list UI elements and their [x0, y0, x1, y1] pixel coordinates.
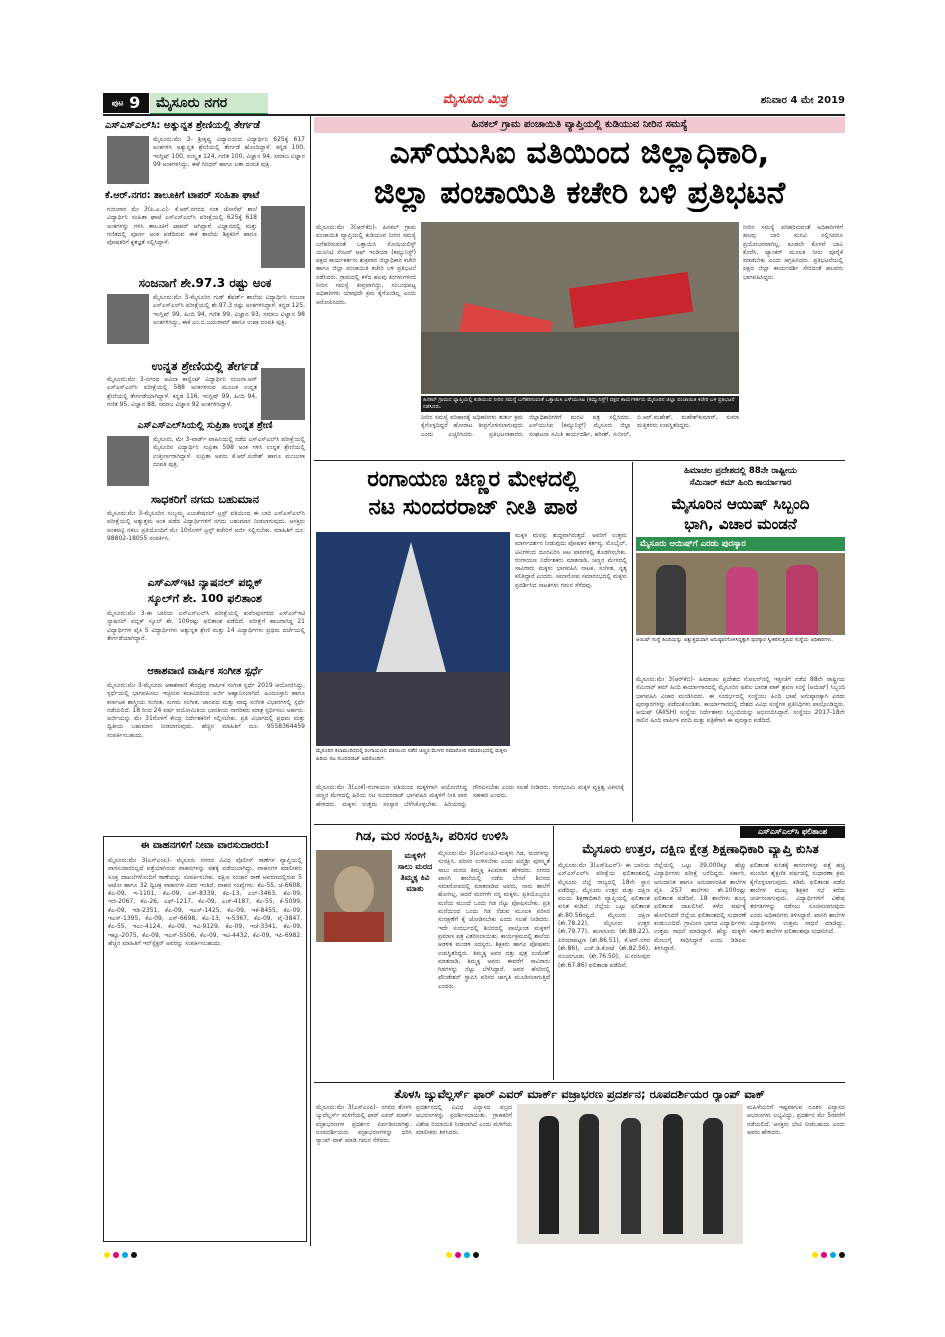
student-photo-2: [261, 206, 305, 268]
headline-sanjana: ಸಂಜನಾಗೆ ಶೇ.97.3 ರಷ್ಟು ಅಂಕ: [138, 276, 272, 290]
fashion-col-2: ಪ್ರದರ್ಶನದಲ್ಲಿ ವಿವಿಧ ವಿನ್ಯಾಸದ ವಜ್ರದ ಆಭರಣಗಳನ್ನು ಪ್ರದರ್ಶಿಸಲಾಯಿತು. ಗ್ರಾಹಕರಿಗೆ ವಿಶೇಷ ರಿಯಾಯಿತಿ ನೀಡಲಾಗಿದೆ ಎಂದು ಮಳಿಗೆಯ ಮಾಲೀಕರು ತಿಳಿಸಿದರು.: [416, 1104, 512, 1136]
rangayana-col-1: ಮೈಸೂರು:ಮೇ 3(ಎಂಕೆ)-ರಂಗಾಯಣ ವತಿಯಿಂದ ಮಕ್ಕಳಿಗಾಗಿ ಆಯೋಜಿಸಿದ್ದ ಚಿಣ್ಣರ ಮೇಳದಲ್ಲಿ ಹಿರಿಯ ನಟ ಸುಂದರರಾಜ್ ಭಾಗವಹಿಸಿ ಮಕ್ಕಳಿಗೆ ನೀತಿ ಪಾಠ ಹೇಳಿದರು. ಮಕ್ಕಳು ಉತ್ತಮ ಸಂಸ್ಕಾರ ಬೆಳೆಸಿಕೊಳ್ಳಬೇಕು. ಹಿರಿಯರನ್ನು ಗೌರವಿಸಬೇಕು ಎಂದು ಸಲಹೆ ನೀಡಿದರು. ರಂಗಭೂಮಿ ಮಕ್ಕಳ ವ್ಯಕ್ತಿತ್ವ ವಿಕಸನಕ್ಕೆ ಸಹಕಾರಿ ಎಂದರು.: [316, 784, 624, 808]
registration-dots-center: [446, 1252, 479, 1258]
fashion-col-3: ಮಹಿಳೆಯರಿಗೆ ಇಷ್ಟವಾಗುವ ನೂತನ ವಿನ್ಯಾಸದ ಆಭರಣಗಳು ಲಭ್ಯವಿದ್ದು, ಪ್ರದರ್ಶನ ಮೇ 5ರವರೆಗೆ ನಡೆಯಲಿದೆ. ಆಸಕ್ತರು ಭೇಟಿ ನೀಡಬಹುದು ಎಂದು ಅವರು ಹೇಳಿದರು.: [747, 1104, 845, 1136]
hindi-kicker-2: ಸೆಮಿನಾರ್ ಕಮ್ ಹಿಂದಿ ಕಾರ್ಯಾಗಾರ: [689, 478, 792, 488]
rangayana-headline-1: ರಂಗಾಯಣ ಚಿಣ್ಣರ ಮೇಳದಲ್ಲಿ: [367, 467, 579, 492]
rangayana-col-2: ಮಕ್ಕಳ ಮನಸ್ಸು ಶುದ್ಧವಾಗಿರುತ್ತದೆ. ಅವರಿಗೆ ಉತ್ತಮ ಮಾರ್ಗದರ್ಶನ ನೀಡುವುದು ಪೋಷಕರ ಕರ್ತವ್ಯ. ಮೊಬೈಲ್, ಟಿವಿಗಳಿಂದ ದೂರವಿರಿಸಿ ಆಟ ಪಾಠಗಳಲ್ಲಿ ತೊಡಗಿಸಬೇಕು. ರಂಗಾಯಣ ನಿರ್ದೇಶಕರು ಮಾತನಾಡಿ, ಚಿಣ್ಣರ ಮೇಳದಲ್ಲಿ ಸಾವಿರಾರು ಮಕ್ಕಳು ಭಾಗವಹಿಸಿ ನಾಟಕ, ಸಂಗೀತ, ನೃತ್ಯ ಕಲಿತಿದ್ದಾರೆ ಎಂದರು. ಸಮಾರೋಪ ಸಮಾರಂಭದಲ್ಲಿ ಮಕ್ಕಳು ಪ್ರದರ್ಶಿಸಿದ ನಾಟಕಗಳು ಗಮನ ಸೆಳೆದವು.: [515, 532, 627, 589]
fashion-headline: ತೊಳಸಿ ಜ್ಯುವೆಲ್ಲರ್ಸ್ ಫಾರ್ ಎವರ್ ಮಾರ್ಕ್ ವಜ್ರಾಭರಣ ಪ್ರದರ್ಶನ; ರೂಪದರ್ಶಿಯರ ರ್‍ಯಾಂಪ್ ವಾಕ್: [394, 1087, 765, 1101]
headline-sset-school-1: ಎಸ್‌ಎಸ್‌ಇಟಿ ನ್ಯಾಷನಲ್ ಪಬ್ಲಿಕ್: [147, 576, 263, 589]
top-story-protest-photo: [421, 222, 739, 394]
story-text-3: ಮೈಸೂರು:ಮೇ 3-ಮೈಸೂರಿನ ಗುಡ್ ಶೆಫರ್ಡ್ ಶಾಲೆಯ ವಿದ್ಯಾರ್ಥಿನಿ ಸಂಜನಾ ಎಸ್‌ಎಸ್‌ಎಲ್‌ಸಿ ಪರೀಕ್ಷೆಯಲ್ಲಿ ಶೇ.97.3 ರಷ್ಟು ಅಂಕಗಳಿಸಿದ್ದಾಳೆ. ಕನ್ನಡ 125, ಇಂಗ್ಲಿಷ್ 99, ಹಿಂದಿ 94, ಗಣಿತ 99, ವಿಜ್ಞಾನ 93, ಸಮಾಜ ವಿಜ್ಞಾನ 98 ಅಂಕಗಳಿಸಿದ್ದು, ಈಕೆ ಎಂ.ಬಿ.ಜಯರಾಮ್ ಹಾಗೂ ಉಷಾ ದಂಪತಿ ಪುತ್ರಿ.: [153, 294, 305, 326]
results-col-3: ಫಲಿತಾಂಶ ಕುಸಿತಕ್ಕೆ ಕಾರಣಗಳನ್ನು ಪತ್ತೆ ಹಚ್ಚಿ ಮುಂದಿನ ಶೈಕ್ಷಣಿಕ ವರ್ಷದಲ್ಲಿ ಸುಧಾರಣಾ ಕ್ರಮ ಕೈಗೊಳ್ಳಲಾಗುವುದು. ಕಡಿಮೆ ಫಲಿತಾಂಶ ಪಡೆದ ಶಾಲೆಗಳ ಮುಖ್ಯ ಶಿಕ್ಷಕರ ಸಭೆ ಕರೆದು ಚರ್ಚಿಸಲಾಗುವುದು. ವಿದ್ಯಾರ್ಥಿಗಳಿಗೆ ವಿಶೇಷ ತರಗತಿಗಳನ್ನು ನಡೆಸಲು ಸೂಚಿಸಲಾಗುವುದು ಎಂದು ಅಧಿಕಾರಿಗಳು ತಿಳಿಸಿದ್ದಾರೆ. ಖಾಸಗಿ ಶಾಲೆಗಳ ವಿದ್ಯಾರ್ಥಿಗಳು ಉತ್ತಮ ಸಾಧನೆ ಮಾಡಿದ್ದು, ಸರ್ಕಾರಿ ಶಾಲೆಗಳ ಫಲಿತಾಂಶವೂ ಸುಧಾರಿಸಿದೆ.: [750, 862, 845, 936]
page-number: 9: [129, 93, 141, 112]
column-rule-mid: [632, 462, 633, 822]
section-title-band: [150, 93, 268, 115]
section-title: ಮೈಸೂರು ನಗರ: [156, 95, 228, 111]
results-col-1: ಮೈಸೂರು:ಮೇ 3(ಎಸ್‌ಪಿಎನ್)- ಈ ಬಾರಿಯ ಎಸ್‌ಎಸ್‌ಎಲ್‌ಸಿ ಪರೀಕ್ಷೆಯ ಫಲಿತಾಂಶದಲ್ಲಿ ಮೈಸೂರು ಜಿಲ್ಲೆ ರಾಜ್ಯದಲ್ಲಿ 18ನೇ ಸ್ಥಾನ ಪಡೆದಿದ್ದು, ಮೈಸೂರು ಉತ್ತರ ಮತ್ತು ದಕ್ಷಿಣ ವಲಯ ಶಿಕ್ಷಣಾಧಿಕಾರಿ ವ್ಯಾಪ್ತಿಯಲ್ಲಿ ಫಲಿತಾಂಶ ಕುಸಿತ ಕಂಡಿದೆ. ಜಿಲ್ಲೆಯ ಒಟ್ಟು ಫಲಿತಾಂಶ ಶೇ.80.56ರಷ್ಟಿದೆ. ಮೈಸೂರು ದಕ್ಷಿಣ (ಶೇ.78.22), ಮೈಸೂರು ಉತ್ತರ (ಶೇ.79.77), ಹುಣಸೂರು (ಶೇ.88.22), ಪಿರಿಯಾಪಟ್ಟಣ (ಶೇ.86.51), ಕೆ.ಆರ್.ನಗರ (ಶೇ.86), ಎಚ್.ಡಿ.ಕೋಟೆ (ಶೇ.82.56), ನಂಜನಗೂಡು (ಶೇ.76.50), ಟಿ.ನರಸೀಪುರ (ಶೇ.67.86) ಫಲಿತಾಂಶ ಪಡೆದಿವೆ.: [558, 862, 650, 969]
aiish-photo-caption: ಆಯಿಷ್ ಸಂಸ್ಥೆ ಹಿಂದಿಯನ್ನು ಅತ್ಯುತ್ತಮವಾಗಿ ಅನುಷ್ಠಾನಗೊಳಿಸಿದ್ದಕ್ಕಾಗಿ ಪುರಸ್ಕಾರ ಸ್ವೀಕರಿಸುತ್ತಿರುವ ಸಂಸ್ಥೆಯ ಅಧಿಕಾರಿಗಳು.: [636, 637, 834, 643]
masthead: ಮೈಸೂರು ಮಿತ್ರ: [442, 92, 508, 107]
top-story-headline-2: ಜಿಲ್ಲಾ ಪಂಚಾಯಿತಿ ಕಚೇರಿ ಬಳಿ ಪ್ರತಿಭಟನೆ: [373, 175, 786, 211]
headline-krnagar-topper: ಕೆ.ಆರ್.ನಗರ: ತಾಲೂಕಿಗೆ ಟಾಪರ್ ಸಂಹಿತಾ ಘಾಟೆ: [105, 190, 260, 201]
rule-mid-3: [314, 1082, 845, 1083]
rangayana-headline-2: ನಟ ಸುಂದರರಾಜ್ ನೀತಿ ಪಾಠ: [368, 495, 578, 520]
story-text-6: ಮೈಸೂರು:ಮೇ 3-ಮೈಸೂರಿನ ಸುಬ್ಬಮ್ಮ ಎಜುಕೇಷನಲ್ ಟ್ರಸ್ಟ್ ವತಿಯಿಂದ ಈ ಬಾರಿ ಎಸ್‌ಎಸ್‌ಎಲ್‌ಸಿ ಪರೀಕ್ಷೆಯಲ್ಲಿ ಅತ್ಯುತ್ತಮ ಅಂಕ ಪಡೆದ ವಿದ್ಯಾರ್ಥಿಗಳಿಗೆ ನಗದು ಬಹುಮಾನ ನೀಡಲಾಗುವುದು. ಆಸಕ್ತರು ಅಂಕಪಟ್ಟಿ ನಕಲು ಪ್ರತಿಯೊಂದಿಗೆ ಮೇ 10ರೊಳಗೆ ಟ್ರಸ್ಟ್ ಕಚೇರಿಗೆ ಅರ್ಜಿ ಸಲ್ಲಿಸಬೇಕು. ಮಾಹಿತಿಗೆ ದೂ: 98802-18055 ಸಂಪರ್ಕಿಸಿ.: [107, 510, 305, 542]
fashion-col-1: ಮೈಸೂರು:ಮೇ 3(ಎಸ್‌ಎಂಪಿ)- ನಗರದ ತೊಳಸಿ ಜ್ಯುವೆಲ್ಲರ್ಸ್ ಮಳಿಗೆಯಲ್ಲಿ ಫಾರ್ ಎವರ್ ಮಾರ್ಕ್ ವಜ್ರಾಭರಣಗಳ ಪ್ರದರ್ಶನ ಏರ್ಪಡಿಸಲಾಗಿತ್ತು. ರೂಪದರ್ಶಿಯರು ವಜ್ರಾಭರಣಗಳನ್ನು ಧರಿಸಿ ರ್‍ಯಾಂಪ್ ವಾಕ್ ಮಾಡಿ ಗಮನ ಸೆಳೆದರು.: [316, 1104, 412, 1145]
hindi-body: ಮೈಸೂರು:ಮೇ 3(ಆರ್‌ಕೆಬಿ)- ಹಿಮಾಚಲ ಪ್ರದೇಶದ ಸೋಲನ್‌ನಲ್ಲಿ ಇತ್ತೀಚೆಗೆ ನಡೆದ 88ನೇ ರಾಷ್ಟ್ರೀಯ ಸೆಮಿನಾರ್ ಕಮ್ ಹಿಂದಿ ಕಾರ್ಯಾಗಾರದಲ್ಲಿ ಮೈಸೂರಿನ ಅಖಿಲ ಭಾರತ ವಾಕ್ ಶ್ರವಣ ಸಂಸ್ಥೆ (ಆಯಿಷ್) ಸಿಬ್ಬಂದಿ ಭಾಗವಹಿಸಿ ವಿಚಾರ ಮಂಡಿಸಿದರು. ಈ ಸಂದರ್ಭದಲ್ಲಿ ಸಂಸ್ಥೆಯು ಹಿಂದಿ ಭಾಷೆ ಅನುಷ್ಠಾನಕ್ಕಾಗಿ ಎರಡು ಪುರಸ್ಕಾರಗಳನ್ನು ಪಡೆದುಕೊಂಡಿತು. ಕಾರ್ಯಾಗಾರದಲ್ಲಿ ದೇಶದ ವಿವಿಧ ಸಂಸ್ಥೆಗಳ ಪ್ರತಿನಿಧಿಗಳು ಪಾಲ್ಗೊಂಡಿದ್ದರು. ಆಯಿಷ್ (AIISH) ಸಂಸ್ಥೆಯ ನಿರ್ದೇಶಕರು ಸಿಬ್ಬಂದಿಯನ್ನು ಅಭಿನಂದಿಸಿದ್ದಾರೆ. ಸಂಸ್ಥೆಯು 2017-18ನೇ ಸಾಲಿನ ಹಿಂದಿ ವಾರ್ಷಿಕ ವರದಿ ಮತ್ತು ಪತ್ರಿಕೆಗಾಗಿ ಈ ಪುರಸ್ಕಾರ ಪಡೆದಿದೆ.: [636, 676, 845, 725]
headline-sslc-topper: ಎಸ್‌ಎಸ್‌ಎಲ್‌ಸಿ: ಅತ್ಯುನ್ನತ ಶ್ರೇಣಿಯಲ್ಲಿ ತೇರ್ಗಡೆ: [105, 120, 260, 131]
rangayana-photo: [316, 532, 510, 746]
story-text-1: ಮೈಸೂರು:ಮೇ 3- ಶ್ರೀಕೃಷ್ಣ ವಿದ್ಯಾಲಯದ ವಿದ್ಯಾರ್ಥಿನಿ 625ಕ್ಕೆ 617 ಅಂಕಗಳಿಸಿ ಅತ್ಯುನ್ನತ ಶ್ರೇಣಿಯಲ್ಲಿ ತೇರ್ಗಡೆ ಹೊಂದಿದ್ದಾಳೆ. ಕನ್ನಡ 100, ಇಂಗ್ಲಿಷ್ 100, ಸಂಸ್ಕೃತ 124, ಗಣಿತ 100, ವಿಜ್ಞಾನ 94, ಸಮಾಜ ವಿಜ್ಞಾನ 99 ಅಂಕಗಳಿಸಿದ್ದು, ಈಕೆ ಗಿರಿಧರ್ ಹಾಗೂ ಲತಾ ದಂಪತಿ ಪುತ್ರಿ.: [153, 136, 305, 168]
story-text-2: ಗುರುವಾರ ಮೇ 3(ಪಿ.ಎ.ಎ)- ಕೆ.ಆರ್.ನಗರದ ಸಂತ ಜೋಸೆಫ್ ಶಾಲೆ ವಿದ್ಯಾರ್ಥಿನಿ ಸಂಹಿತಾ ಘಾಟೆ ಎಸ್‌ಎಸ್‌ಎಲ್‌ಸಿ ಪರೀಕ್ಷೆಯಲ್ಲಿ 625ಕ್ಕೆ 618 ಅಂಕಗಳನ್ನು ಗಳಿಸಿ ತಾಲೂಕಿಗೆ ಟಾಪರ್ ಆಗಿದ್ದಾಳೆ. ವಿಜ್ಞಾನದಲ್ಲಿ ಮತ್ತು ಗಣಿತದಲ್ಲಿ ಪೂರ್ಣ ಅಂಕ ಪಡೆದಿರುವ ಈಕೆ ಶಾಲೆಯ ಶಿಕ್ಷಕರಿಗೆ ಹಾಗೂ ಪೋಷಕರಿಗೆ ಕೃತಜ್ಞತೆ ಸಲ್ಲಿಸಿದ್ದಾಳೆ.: [107, 206, 257, 247]
registration-dots-left: [104, 1252, 137, 1258]
column-rule-lower: [553, 826, 554, 1080]
student-photo-4: [261, 368, 305, 420]
student-photo-5: [107, 436, 149, 486]
registration-dots-right: [812, 1252, 845, 1258]
top-story-headline-1: ಎಸ್‌ಯುಸಿಐ ವತಿಯಿಂದ ಜಿಲ್ಲಾಧಿಕಾರಿ,: [389, 135, 770, 171]
rangayana-caption: ಮೈಸೂರಿನ ಕಲಾಮಂದಿರದಲ್ಲಿ ರಂಗಾಯಣದ ವತಿಯಿಂದ ನಡೆದ ಚಿಣ್ಣರ ಮೇಳದ ಸಮಾರೋಪ ಸಮಾರಂಭದಲ್ಲಿ ಮಕ್ಕಳು ಹಿರಿಯ ನಟ ಸುಂದರರಾಜ್ ಅವರೊಂದಿಗೆ.: [316, 748, 508, 762]
trees-headline: ಗಿಡ, ಮರ ಸಂರಕ್ಷಿಸಿ, ಪರಿಸರ ಉಳಿಸಿ: [355, 829, 509, 844]
headline-vehicles: ಈ ವಾಹನಗಳಿಗೆ ನೀವಾ ವಾರಸುದಾರರು!: [140, 840, 270, 851]
story-text-9: ಮೈಸೂರು:ಮೇ 3(ಎಸ್‌ಎಂಪಿ)- ಮೈಸೂರು ನಗರದ ವಿವಿಧ ಪೊಲೀಸ್ ಠಾಣೆಗಳ ವ್ಯಾಪ್ತಿಯಲ್ಲಿ ವಾರಸುದಾರರಿಲ್ಲದೆ ಪತ್ತೆಯಾಗಿರುವ ವಾಹನಗಳನ್ನು ವಶಕ್ಕೆ ಪಡೆಯಲಾಗಿದ್ದು, ವಾಹನಗಳ ಮಾಲೀಕರು ಸೂಕ್ತ ದಾಖಲೆಗಳೊಂದಿಗೆ ಠಾಣೆಯನ್ನು ಸಂಪರ್ಕಿಸಬೇಕು. ದಕ್ಷಿಣ ಸಂಚಾರ ಠಾಣೆ ಆವರಣದಲ್ಲಿರುವ 5 ಆಟೋ ಹಾಗೂ 32 ದ್ವಿಚಕ್ರ ವಾಹನಗಳ ವಿವರ ಇಂತಿದೆ. ವಾಹನ ಸಂಖ್ಯೆಗಳು: ಕೆಎ-55, ಜೆ-6608, ಕೆಎ-09, ಇ-1101, ಕೆಎ-09, ಎಸ್-8339, ಕೆಎ-13, ಎಲ್-3463, ಕೆಎ-09, ಇಜಿ-2067, ಕೆಎ-26, ಎಫ್-1217, ಕೆಎ-09, ಎಚ್-4187, ಕೆಎ-55, ಕೆ-5099, ಕೆಎ-09, ಇಡಿ-2351, ಕೆಎ-09, ಇಎಸ್-1425, ಕೆಎ-09, ಇಕೆ-8455, ಕೆಎ-09, ಇಎಸ್-1395, ಕೆಎ-09, ಎಸ್-6698, ಕೆಎ-13, ಇ-5367, ಕೆಎ-09, ವೈ-3847, ಕೆಎ-55, ಇಎಂ-4124, ಕೆಎ-09, ಇವಿ-9129, ಕೆಎ-09, ಇಜೆ-3341, ಕೆಎ-09, ಇಕ್ಯೂ-2075, ಕೆಎ-09, ಇಎಸ್-5506, ಕೆಎ-09, ಇಟಿ-4432, ಕೆಎ-09, ಇಪಿ-6982. ಹೆಚ್ಚಿನ ಮಾಹಿತಿಗೆ ಇನ್‌ಸ್ಪೆಕ್ಟರ್ ಅವರನ್ನು ಸಂಪರ್ಕಿಸಬಹುದು.: [108, 857, 302, 947]
top-story-col-3: ನೀರಿನ ಸಮಸ್ಯೆ ಪರಿಹಾರಕ್ಕೆ ಅಧಿಕಾರಿಗಳು ತುರ್ತು ಕ್ರಮ ಕೈಗೊಳ್ಳದಿದ್ದರೆ ಹೋರಾಟ ತೀವ್ರಗೊಳಿಸಲಾಗುವುದು ಎಂದು ಎಚ್ಚರಿಸಿದರು. ಪ್ರತಿಭಟನಾಕಾರರು ಜಿಲ್ಲಾಧಿಕಾರಿಗಳಿಗೆ ಮನವಿ ಪತ್ರ ಸಲ್ಲಿಸಿದರು. ಎಸ್‌ಯುಸಿಐ (ಕಮ್ಯುನಿಸ್ಟ್) ಮೈಸೂರು ಜಿಲ್ಲಾ ಸಂಘಟನಾ ಸಮಿತಿ ಕಾರ್ಯದರ್ಶಿ, ಹರೀಶ್, ಸುನೀಲ್, ಬಿ.ಆರ್.ಮಹೇಶ್, ಮಹೇಶ್‌ಕುಮಾರ್, ಸುಮಾ ಮತ್ತಿತರರು ಉಪಸ್ಥಿತರಿದ್ದರು.: [421, 414, 739, 438]
trees-body: ಮೈಸೂರು:ಮೇ 3(ಎಸ್‌ಎಂಪಿ)-ಮಕ್ಕಳು ಗಿಡ, ಮರಗಳನ್ನು ಸಂರಕ್ಷಿಸಿ, ಪರಿಸರ ಉಳಿಸಬೇಕು ಎಂದು ಪದ್ಮಶ್ರೀ ಪುರಸ್ಕೃತೆ ಸಾಲು ಮರದ ತಿಮ್ಮಕ್ಕ ಕಿವಿಮಾತು ಹೇಳಿದರು. ನಗರದ ಖಾಸಗಿ ಶಾಲೆಯಲ್ಲಿ ನಡೆದ ಬೇಸಿಗೆ ಶಿಬಿರದ ಸಮಾರೋಪದಲ್ಲಿ ಮಾತನಾಡಿದ ಅವರು, ನಾನು ಶಾಲೆಗೆ ಹೋಗಿಲ್ಲ, ಆದರೆ ಮರಗಳೇ ನನ್ನ ಮಕ್ಕಳು. ಪ್ರತಿಯೊಬ್ಬರೂ ಮನೆಯ ಮುಂದೆ ಒಂದು ಗಿಡ ನೆಟ್ಟು ಪೋಷಿಸಬೇಕು. ಪ್ರತಿ ಮನೆಯಿಂದ ಒಂದು ಗಿಡ ನೆಡುವ ಮೂಲಕ ಪರಿಸರ ಸಂರಕ್ಷಣೆಗೆ ಕೈ ಜೋಡಿಸಬೇಕು ಎಂದು ಸಲಹೆ ನೀಡಿದರು. ಇದೇ ಸಂದರ್ಭದಲ್ಲಿ ಶಿಬಿರದಲ್ಲಿ ಪಾಲ್ಗೊಂಡ ಮಕ್ಕಳಿಗೆ ಪ್ರಮಾಣ ಪತ್ರ ವಿತರಿಸಲಾಯಿತು. ಕಾರ್ಯಕ್ರಮದಲ್ಲಿ ಶಾಲೆಯ ಆಡಳಿತ ಮಂಡಳಿ ಸದಸ್ಯರು, ಶಿಕ್ಷಕರು ಹಾಗೂ ಪೋಷಕರು ಉಪಸ್ಥಿತರಿದ್ದರು. ತಿಮ್ಮಕ್ಕ ಅವರ ದತ್ತು ಪುತ್ರ ಉಮೇಶ್ ಮಾತನಾಡಿ, ತಿಮ್ಮಕ್ಕ ಅವರು ಈವರೆಗೆ ಸಾವಿರಾರು ಗಿಡಗಳನ್ನು ನೆಟ್ಟು ಬೆಳೆಸಿದ್ದಾರೆ. ಅವರ ಹೆಸರಿನಲ್ಲಿ ಫೌಂಡೇಶನ್ ಸ್ಥಾಪಿಸಿ ಪರಿಸರ ಜಾಗೃತಿ ಮೂಡಿಸಲಾಗುತ್ತಿದೆ ಎಂದರು.: [438, 850, 550, 990]
results-headline: ಮೈಸೂರು ಉತ್ತರ, ದಕ್ಷಿಣ ಕ್ಷೇತ್ರ ಶಿಕ್ಷಣಾಧಿಕಾರಿ ವ್ಯಾಪ್ತಿ ಕುಸಿತ: [582, 841, 819, 856]
left-column: [103, 116, 308, 1246]
student-photo-3: [107, 294, 149, 344]
trees-column-label: ಮಕ್ಕಳಿಗೆ ಸಾಲು ಮರದ ತಿಮ್ಮಕ್ಕ ಕಿವಿ ಮಾತು: [397, 851, 433, 893]
hindi-kicker-1: ಹಿಮಾಚಲ ಪ್ರದೇಶದಲ್ಲಿ 88ನೇ ರಾಷ್ಟ್ರೀಯ: [684, 466, 797, 476]
headline-sset-school-2: ಸ್ಕೂಲ್‌ಗೆ ಶೇ. 100 ಫಲಿತಾಂಶ: [148, 592, 262, 605]
top-story-photo-caption: ಹಿನಕಲ್ ಗ್ರಾಮದ ವ್ಯಾಪ್ತಿಯಲ್ಲಿ ಕುಡಿಯುವ ನೀರಿನ ಸಮಸ್ಯೆ ಬಗೆಹರಿಸುವಂತೆ ಒತ್ತಾಯಿಸಿ ಎಸ್‌ಯುಸಿಐ (ಕಮ್ಯುನಿಸ್ಟ್) ಪಕ್ಷದ ಕಾರ್ಯಕರ್ತರು ಮೈಸೂರಿನ ಜಿಲ್ಲಾ ಪಂಚಾಯಿತಿ ಕಚೇರಿ ಬಳಿ ಪ್ರತಿಭಟನೆ ನಡೆಸಿದರು.: [421, 396, 739, 412]
results-col-2: ಜಿಲ್ಲೆಯಲ್ಲಿ ಒಟ್ಟು 39,000ಕ್ಕೂ ಹೆಚ್ಚು ವಿದ್ಯಾರ್ಥಿಗಳು ಪರೀಕ್ಷೆ ಬರೆದಿದ್ದರು. ಸರ್ಕಾರಿ, ಅನುದಾನಿತ ಹಾಗೂ ಅನುದಾನರಹಿತ ಶಾಲೆಗಳ ಪೈಕಿ 257 ಶಾಲೆಗಳು ಶೇ.100ರಷ್ಟು ಫಲಿತಾಂಶ ಪಡೆದಿವೆ. 18 ಶಾಲೆಗಳು ಶೂನ್ಯ ಫಲಿತಾಂಶ ದಾಖಲಿಸಿವೆ. ಕಳೆದ ವರ್ಷಕ್ಕೆ ಹೋಲಿಸಿದರೆ ಜಿಲ್ಲೆಯ ಫಲಿತಾಂಶದಲ್ಲಿ ಸುಧಾರಣೆ ಕಂಡುಬಂದಿದೆ. ಗ್ರಾಮೀಣ ಭಾಗದ ವಿದ್ಯಾರ್ಥಿಗಳು ಉತ್ತಮ ಸಾಧನೆ ಮಾಡಿದ್ದಾರೆ. ಹೆಣ್ಣು ಮಕ್ಕಳೇ ಮೇಲುಗೈ ಸಾಧಿಸಿದ್ದಾರೆ ಎಂದು ಡಿಡಿಪಿಐ ತಿಳಿಸಿದ್ದಾರೆ.: [654, 862, 746, 952]
top-story-col-1: ಮೈಸೂರು:ಮೇ 3(ಆರ್‌ಕೆಬಿ)- ಹಿನಕಲ್ ಗ್ರಾಮ ಪಂಚಾಯಿತಿ ವ್ಯಾಪ್ತಿಯಲ್ಲಿ ಕುಡಿಯುವ ನೀರಿನ ಸಮಸ್ಯೆ ಬಗೆಹರಿಸುವಂತೆ ಒತ್ತಾಯಿಸಿ ಸೋಷಿಯಲಿಸ್ಟ್ ಯೂನಿಟಿ ಸೆಂಟರ್ ಆಫ್ ಇಂಡಿಯಾ (ಕಮ್ಯುನಿಸ್ಟ್) ಪಕ್ಷದ ಕಾರ್ಯಕರ್ತರು ಶುಕ್ರವಾರ ಜಿಲ್ಲಾಧಿಕಾರಿ ಕಚೇರಿ ಹಾಗೂ ಜಿಲ್ಲಾ ಪಂಚಾಯಿತಿ ಕಚೇರಿ ಬಳಿ ಪ್ರತಿಭಟನೆ ನಡೆಸಿದರು. ಗ್ರಾಮದಲ್ಲಿ ಕಳೆದ ಹಲವು ತಿಂಗಳುಗಳಿಂದ ನೀರಿನ ಸಮಸ್ಯೆ ತೀವ್ರವಾಗಿದ್ದು, ಸಂಬಂಧಪಟ್ಟ ಅಧಿಕಾರಿಗಳು ಯಾವುದೇ ಕ್ರಮ ಕೈಗೊಂಡಿಲ್ಲ ಎಂದು ಆರೋಪಿಸಿದರು.: [316, 224, 416, 306]
column-rule-left: [310, 116, 311, 1246]
rule-mid-2: [314, 824, 845, 825]
results-kicker-band: [740, 826, 845, 838]
aiish-award-photo: [636, 553, 845, 635]
headline-higher-grade: ಉನ್ನತ ಶ್ರೇಣಿಯಲ್ಲಿ ತೇರ್ಗಡೆ: [151, 359, 259, 373]
story-text-5: ಮೈಸೂರು, ಮೇ 3-ವಾರ್ಡ್ ವಾಹಿನಿಯಲ್ಲಿ ನಡೆದ ಎಸ್‌ಎಸ್‌ಎಲ್‌ಸಿ ಪರೀಕ್ಷೆಯಲ್ಲಿ ಮೈಸೂರಿನ ವಿದ್ಯಾರ್ಥಿನಿ ಸುಪ್ರಿತಾ 598 ಅಂಕ ಗಳಿಸಿ ಉನ್ನತ ಶ್ರೇಣಿಯಲ್ಲಿ ಉತ್ತೀರ್ಣರಾಗಿದ್ದಾಳೆ. ಸುಪ್ರಿತಾ ಅವರು ಕೆ.ಆರ್.ಸುರೇಶ್ ಹಾಗೂ ಮಂಜುಳಾ ದಂಪತಿ ಪುತ್ರಿ.: [153, 436, 305, 468]
issue-date: ಶನಿವಾರ 4 ಮೇ 2019: [760, 95, 845, 106]
story-text-8: ಮೈಸೂರು:ಮೇ 3-ಮೈಸೂರು ಆಕಾಶವಾಣಿ ಕೇಂದ್ರವು ವಾರ್ಷಿಕ ಸಂಗೀತ ಸ್ಪರ್ಧೆ 2019 ಆಯೋಜಿಸಿದ್ದು, ಸ್ಪರ್ಧೆಯಲ್ಲಿ ಭಾಗವಹಿಸಲು ಇಚ್ಛಿಸುವ ಕಲಾವಿದರಿಂದ ಅರ್ಜಿ ಆಹ್ವಾನಿಸಲಾಗಿದೆ. ಹಿಂದೂಸ್ತಾನಿ ಹಾಗೂ ಕರ್ನಾಟಕ ಶಾಸ್ತ್ರೀಯ ಸಂಗೀತ, ಸುಗಮ ಸಂಗೀತ, ಜಾನಪದ ಮತ್ತು ವಾದ್ಯ ಸಂಗೀತ ವಿಭಾಗಗಳಲ್ಲಿ ಸ್ಪರ್ಧೆ ನಡೆಯಲಿದೆ. 18 ರಿಂದ 24 ವರ್ಷ ವಯೋಮಿತಿಯ ಭಾರತೀಯ ನಾಗರಿಕರು ಮಾತ್ರ ಸ್ಪರ್ಧಿಸಲು ಅರ್ಹರು. ಅರ್ಜಿಯನ್ನು ಮೇ 31ರೊಳಗೆ ಕೇಂದ್ರ ನಿರ್ದೇಶಕರಿಗೆ ಸಲ್ಲಿಸಬೇಕು. ಪ್ರತಿ ವಿಭಾಗದಲ್ಲಿ ಪ್ರಥಮ ಮತ್ತು ದ್ವಿತೀಯ ಬಹುಮಾನ ನೀಡಲಾಗುವುದು. ಹೆಚ್ಚಿನ ಮಾಹಿತಿಗೆ ದೂ: 9558364459 ಸಂಪರ್ಕಿಸಬಹುದು.: [107, 682, 305, 739]
story-text-4: ಮೈಸೂರು:ಮೇ 3-ನಗರದ ಅವಿಲಾ ಕಾನ್ವೆಂಟ್ ವಿದ್ಯಾರ್ಥಿನಿ ಸಂಜನಾ.ಆರ್ ಎಸ್‌ಎಸ್‌ಎಲ್‌ಸಿ ಪರೀಕ್ಷೆಯಲ್ಲಿ 588 ಅಂಕಗಳಿಸುವ ಮೂಲಕ ಉನ್ನತ ಶ್ರೇಣಿಯಲ್ಲಿ ತೇರ್ಗಡೆಯಾಗಿದ್ದಾಳೆ. ಕನ್ನಡ 116, ಇಂಗ್ಲಿಷ್ 99, ಹಿಂದಿ 94, ಗಣಿತ 95, ವಿಜ್ಞಾನ 88, ಸಮಾಜ ವಿಜ್ಞಾನ 92 ಅಂಕಗಳಿಸಿದ್ದಾಳೆ.: [107, 376, 257, 408]
top-story-kicker: ಹಿನಕಲ್ ಗ್ರಾಮ ಪಂಚಾಯಿತಿ ವ್ಯಾಪ್ತಿಯಲ್ಲಿ ಕುಡಿಯುವ ನೀರಿನ ಸಮಸ್ಯೆ: [471, 119, 688, 130]
headline-supritha: ಎಸ್‌ಎಸ್‌ಎಲ್‌ಸಿಯಲ್ಲಿ ಸುಪ್ರಿತಾ ಉನ್ನತ ಶ್ರೇಣಿ: [137, 420, 273, 431]
top-story-kicker-band: [314, 117, 845, 133]
hindi-band: [636, 537, 845, 551]
story-text-7: ಮೈಸೂರು:ಮೇ 3-ಈ ಬಾರಿಯ ಎಸ್‌ಎಸ್‌ಎಲ್‌ಸಿ ಪರೀಕ್ಷೆಯಲ್ಲಿ ಕುವೆಂಪುನಗರದ ಎಸ್‌ಎಸ್‌ಇಟಿ ನ್ಯಾಷನಲ್ ಪಬ್ಲಿಕ್ ಸ್ಕೂಲ್ ಶೇ. 100ರಷ್ಟು ಫಲಿತಾಂಶ ಪಡೆದಿದೆ. ಪರೀಕ್ಷೆಗೆ ಹಾಜರಾಗಿದ್ದ 21 ವಿದ್ಯಾರ್ಥಿಗಳ ಪೈಕಿ 5 ವಿದ್ಯಾರ್ಥಿಗಳು ಅತ್ಯುನ್ನತ ಶ್ರೇಣಿ ಮತ್ತು 14 ವಿದ್ಯಾರ್ಥಿಗಳು ಪ್ರಥಮ ದರ್ಜೆಯಲ್ಲಿ ತೇರ್ಗಡೆಯಾಗಿದ್ದಾರೆ.: [107, 610, 305, 642]
thimmakka-photo: [316, 850, 392, 942]
results-kicker: ಎಸ್‌ಎಸ್‌ಎಲ್‌ಸಿ ಫಲಿತಾಂಶ: [757, 827, 828, 836]
headline-akashvani: ಆಕಾಶವಾಣಿ ವಾರ್ಷಿಕ ಸಂಗೀತ ಸ್ಪರ್ಧೆ: [147, 666, 263, 677]
hindi-headline-1: ಮೈಸೂರಿನ ಆಯಿಷ್ ಸಿಬ್ಬಂದಿ: [671, 495, 810, 513]
hindi-band-label: ಮೈಸೂರು ಆಯಿಷ್‌ಗೆ ಎರಡು ಪುರಸ್ಕಾರ: [640, 539, 746, 549]
rule-mid-1: [314, 460, 845, 461]
top-story-col-2: ನೀರಿನ ಸಮಸ್ಯೆ ಪರಿಹರಿಸುವಂತೆ ಅಧಿಕಾರಿಗಳಿಗೆ ಹಲವು ಬಾರಿ ಮನವಿ ಸಲ್ಲಿಸಿದರೂ ಪ್ರಯೋಜನವಾಗಿಲ್ಲ. ಕೂಡಲೇ ಕೊಳವೆ ಬಾವಿ ಕೊರೆಸಿ, ಟ್ಯಾಂಕರ್ ಮೂಲಕ ನೀರು ಪೂರೈಕೆ ಮಾಡಬೇಕು ಎಂದು ಆಗ್ರಹಿಸಿದರು. ಪ್ರತಿಭಟನೆಯಲ್ಲಿ ಪಕ್ಷದ ಜಿಲ್ಲಾ ಕಾರ್ಯದರ್ಶಿ ಸೇರಿದಂತೆ ಹಲವರು ಭಾಗವಹಿಸಿದ್ದರು.: [743, 224, 843, 281]
vehicles-box: [103, 836, 307, 1242]
student-photo-1: [107, 136, 149, 184]
page-number-badge: ಪುಟ 9: [103, 93, 149, 113]
hindi-headline-2: ಭಾಗಿ, ವಿಚಾರ ಮಂಡನೆ: [684, 515, 797, 533]
fashion-ramp-photo: [517, 1104, 743, 1244]
headline-cash-prize: ಸಾಧಕರಿಗೆ ನಗದು ಬಹುಮಾನ: [150, 492, 260, 506]
protest-banner: [569, 272, 693, 328]
